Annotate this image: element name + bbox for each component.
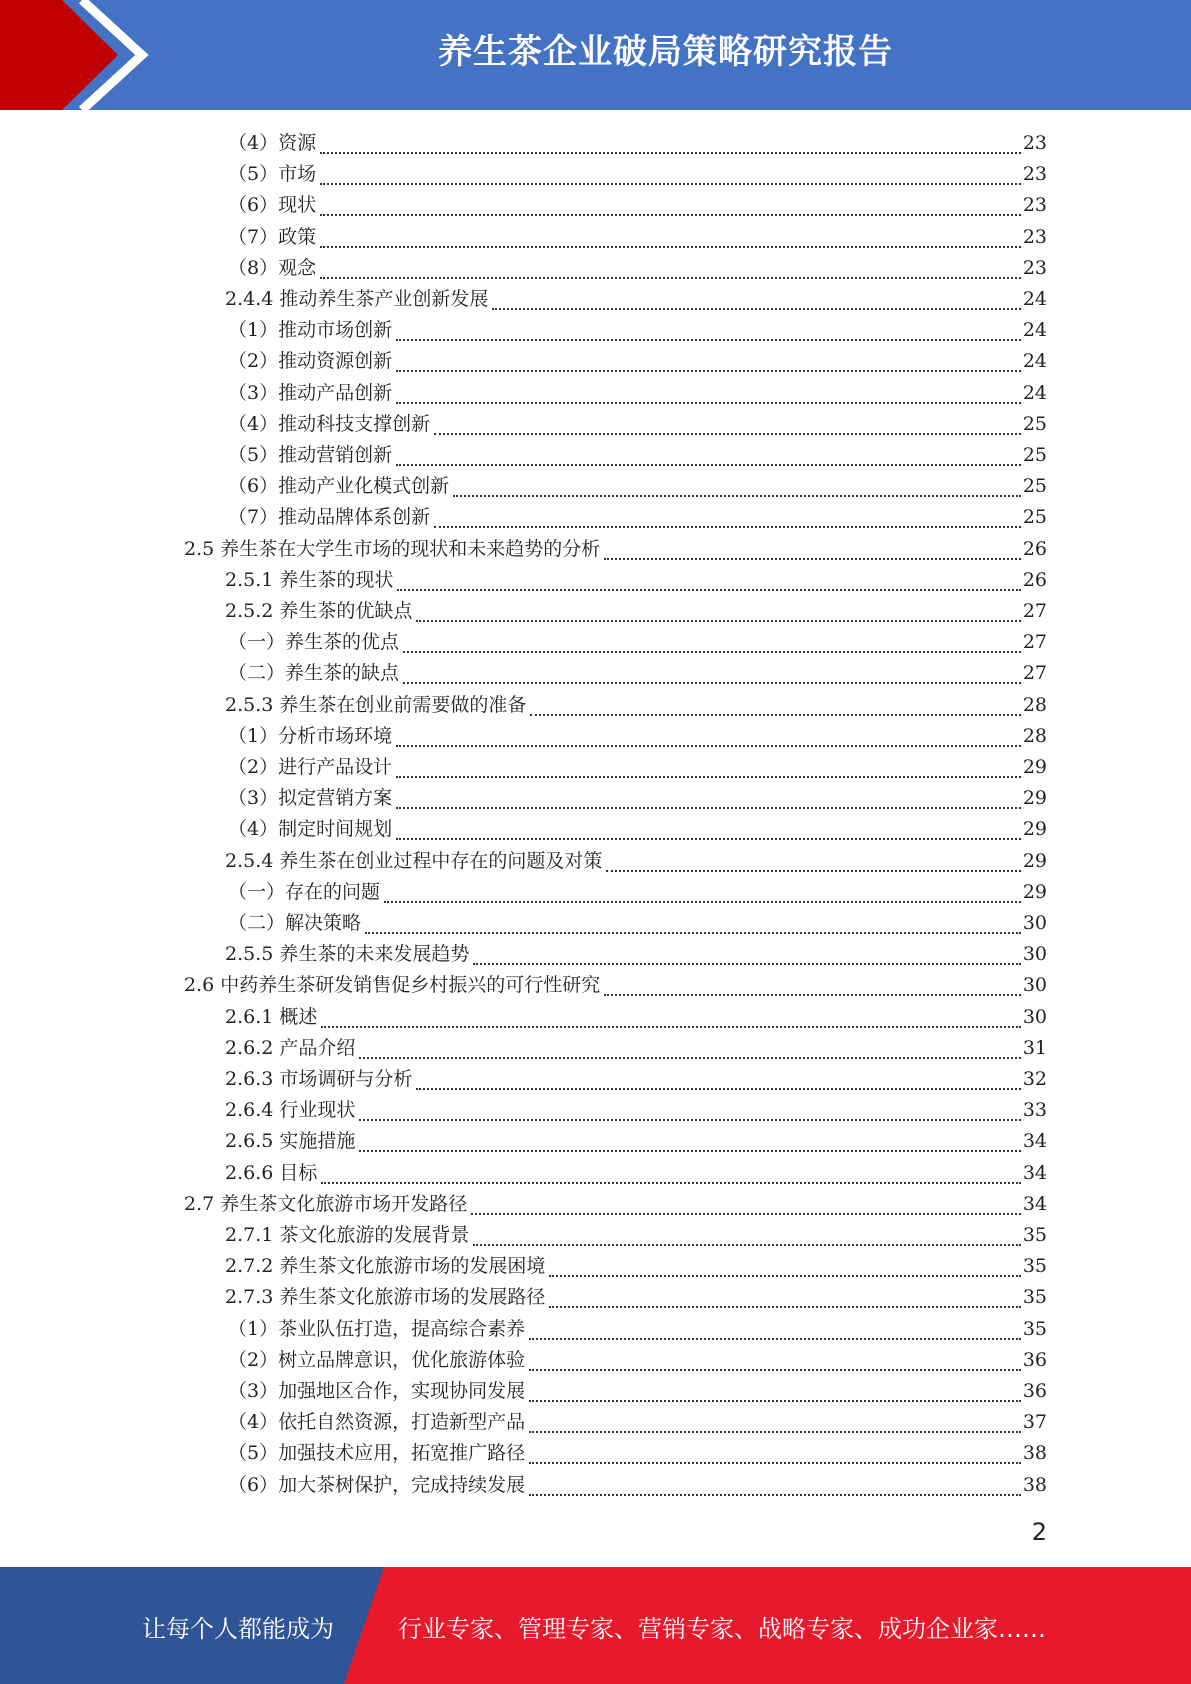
- toc-entry-page: 30: [1022, 943, 1047, 965]
- toc-entry-page: 25: [1022, 444, 1047, 466]
- toc-leader-dots: [473, 962, 1020, 965]
- toc-entry-title: （3）拟定营销方案: [228, 787, 393, 809]
- toc-entry[interactable]: [228, 1438, 1047, 1469]
- toc-entry-title: （2）进行产品设计: [228, 756, 393, 778]
- toc-entry-title: 2.5.4 养生茶在创业过程中存在的问题及对策: [225, 850, 603, 872]
- toc-leader-dots: [321, 1181, 1020, 1184]
- toc-entry-page: 23: [1022, 132, 1047, 154]
- toc-entry[interactable]: [228, 222, 1047, 253]
- toc-entry-title: （7）政策: [228, 226, 317, 248]
- toc-entry-page: 25: [1022, 413, 1047, 435]
- toc-leader-dots: [473, 1243, 1020, 1246]
- toc-entry-title: 2.6.5 实施措施: [225, 1130, 356, 1152]
- toc-entry[interactable]: [228, 627, 1047, 658]
- toc-entry-page: 37: [1022, 1411, 1047, 1433]
- toc-entry[interactable]: [225, 690, 1047, 721]
- toc-entry-title: （5）加强技术应用，拓宽推广路径: [228, 1442, 526, 1464]
- toc-leader-dots: [384, 900, 1021, 903]
- toc-entry-title: （3）推动产品创新: [228, 382, 393, 404]
- toc-entry-title: 2.5.1 养生茶的现状: [225, 569, 394, 591]
- toc-entry-page: 23: [1022, 194, 1047, 216]
- toc-entry-page: 32: [1022, 1068, 1047, 1090]
- toc-entry-page: 23: [1022, 257, 1047, 279]
- toc-entry-title: （2）树立品牌意识，优化旅游体验: [228, 1349, 526, 1371]
- toc-entry[interactable]: [225, 596, 1047, 627]
- toc-entry-page: 27: [1022, 600, 1047, 622]
- toc-leader-dots: [320, 213, 1021, 216]
- toc-leader-dots: [529, 1493, 1021, 1496]
- toc-entry[interactable]: [228, 409, 1047, 440]
- toc-leader-dots: [604, 993, 1021, 996]
- toc-leader-dots: [359, 1149, 1020, 1152]
- toc-leader-dots: [320, 182, 1021, 185]
- toc-entry-page: 28: [1022, 725, 1047, 747]
- toc-entry[interactable]: [228, 253, 1047, 284]
- toc-entry[interactable]: [228, 783, 1047, 814]
- toc-entry-title: （7）推动品牌体系创新: [228, 506, 431, 528]
- toc-entry[interactable]: [225, 939, 1047, 970]
- toc-entry[interactable]: [225, 1095, 1047, 1126]
- toc-entry[interactable]: [225, 1282, 1047, 1313]
- toc-leader-dots: [365, 931, 1021, 934]
- toc-leader-dots: [396, 775, 1021, 778]
- toc-entry-title: 2.7.1 茶文化旅游的发展背景: [225, 1224, 470, 1246]
- page-footer: [0, 1567, 1191, 1684]
- toc-entry[interactable]: [184, 970, 1047, 1001]
- toc-entry-page: 28: [1022, 694, 1047, 716]
- toc-entry[interactable]: [225, 1251, 1047, 1282]
- toc-entry-title: 2.7 养生茶文化旅游市场开发路径: [184, 1193, 468, 1215]
- footer-slogan-left: 让每个人都能成为: [142, 1615, 334, 1643]
- toc-entry-title: （1）推动市场创新: [228, 319, 393, 341]
- toc-leader-dots: [397, 588, 1020, 591]
- toc-entry[interactable]: [228, 877, 1047, 908]
- toc-entry[interactable]: [228, 1407, 1047, 1438]
- toc-entry-page: 36: [1022, 1380, 1047, 1402]
- toc-entry-title: （1）茶业队伍打造，提高综合素养: [228, 1318, 526, 1340]
- toc-entry[interactable]: [228, 658, 1047, 689]
- toc-entry[interactable]: [184, 1189, 1047, 1220]
- toc-entry-title: 2.5 养生茶在大学生市场的现状和未来趋势的分析: [184, 538, 601, 560]
- toc-entry-title: 2.7.2 养生茶文化旅游市场的发展困境: [225, 1255, 546, 1277]
- toc-entry-page: 34: [1022, 1162, 1047, 1184]
- toc-entry-title: 2.5.5 养生茶的未来发展趋势: [225, 943, 470, 965]
- toc-leader-dots: [321, 1025, 1020, 1028]
- toc-entry[interactable]: [228, 128, 1047, 159]
- toc-leader-dots: [416, 1087, 1020, 1090]
- toc-entry[interactable]: [225, 1220, 1047, 1251]
- toc-entry-page: 23: [1022, 226, 1047, 248]
- toc-leader-dots: [396, 401, 1021, 404]
- toc-leader-dots: [396, 463, 1021, 466]
- toc-entry-page: 29: [1022, 787, 1047, 809]
- toc-leader-dots: [606, 869, 1020, 872]
- toc-entry-page: 36: [1022, 1349, 1047, 1371]
- toc-leader-dots: [359, 1118, 1020, 1121]
- toc-leader-dots: [604, 557, 1021, 560]
- toc-leader-dots: [471, 1212, 1021, 1215]
- toc-entry-page: 35: [1022, 1255, 1047, 1277]
- toc-entry-page: 26: [1022, 569, 1047, 591]
- toc-entry-page: 30: [1022, 912, 1047, 934]
- toc-entry[interactable]: [225, 1126, 1047, 1157]
- toc-entry-page: 33: [1022, 1099, 1047, 1121]
- toc-leader-dots: [492, 307, 1020, 310]
- toc-entry-title: 2.4.4 推动养生茶产业创新发展: [225, 288, 489, 310]
- toc-entry-title: （2）推动资源创新: [228, 350, 393, 372]
- toc-entry-title: 2.6 中药养生茶研发销售促乡村振兴的可行性研究: [184, 974, 601, 996]
- toc-leader-dots: [529, 1337, 1021, 1340]
- toc-entry[interactable]: [228, 908, 1047, 939]
- toc-entry[interactable]: [225, 1002, 1047, 1033]
- toc-entry-title: （4）推动科技支撑创新: [228, 413, 431, 435]
- toc-leader-dots: [530, 713, 1020, 716]
- toc-entry-page: 29: [1022, 818, 1047, 840]
- toc-entry-page: 24: [1022, 350, 1047, 372]
- toc-entry-page: 38: [1022, 1442, 1047, 1464]
- toc-entry-title: （二）解决策略: [228, 912, 362, 934]
- toc-entry[interactable]: [228, 721, 1047, 752]
- toc-entry[interactable]: [225, 1064, 1047, 1095]
- toc-entry-title: 2.6.6 目标: [225, 1162, 318, 1184]
- toc-entry-page: 27: [1022, 662, 1047, 684]
- toc-entry[interactable]: [225, 1158, 1047, 1189]
- toc-entry-page: 35: [1022, 1318, 1047, 1340]
- toc-leader-dots: [529, 1399, 1021, 1402]
- toc-leader-dots: [434, 432, 1021, 435]
- toc-leader-dots: [320, 245, 1021, 248]
- toc-leader-dots: [529, 1368, 1021, 1371]
- toc-entry-page: 34: [1022, 1193, 1047, 1215]
- toc-entry-page: 27: [1022, 631, 1047, 653]
- toc-entry[interactable]: [228, 378, 1047, 409]
- toc-entry[interactable]: [228, 315, 1047, 346]
- toc-entry[interactable]: [225, 284, 1047, 315]
- toc-leader-dots: [396, 338, 1021, 341]
- toc-entry-title: 2.6.1 概述: [225, 1006, 318, 1028]
- toc-entry[interactable]: [228, 440, 1047, 471]
- toc-leader-dots: [396, 837, 1021, 840]
- toc-entry-title: 2.5.2 养生茶的优缺点: [225, 600, 413, 622]
- toc-leader-dots: [396, 744, 1021, 747]
- toc-entry-page: 31: [1022, 1037, 1047, 1059]
- toc-leader-dots: [529, 1430, 1021, 1433]
- toc-leader-dots: [359, 1056, 1020, 1059]
- toc-entry-title: （6）加大茶树保护，完成持续发展: [228, 1474, 526, 1496]
- toc-entry[interactable]: [225, 1033, 1047, 1064]
- toc-entry-page: 25: [1022, 475, 1047, 497]
- toc-entry-title: （一）养生茶的优点: [228, 631, 400, 653]
- toc-entry[interactable]: [228, 159, 1047, 190]
- toc-entry[interactable]: [225, 565, 1047, 596]
- toc-entry-title: （6）现状: [228, 194, 317, 216]
- toc-entry-title: （1）分析市场环境: [228, 725, 393, 747]
- toc-entry-title: （3）加强地区合作，实现协同发展: [228, 1380, 526, 1402]
- toc-leader-dots: [549, 1274, 1020, 1277]
- toc-leader-dots: [434, 525, 1021, 528]
- toc-leader-dots: [320, 151, 1021, 154]
- toc-leader-dots: [529, 1461, 1021, 1464]
- toc-entry-page: 24: [1022, 319, 1047, 341]
- toc-entry-title: （4）制定时间规划: [228, 818, 393, 840]
- toc-entry-page: 23: [1022, 163, 1047, 185]
- report-title: 养生茶企业破局策略研究报告: [438, 32, 893, 72]
- toc-entry-title: 2.6.3 市场调研与分析: [225, 1068, 413, 1090]
- toc-entry-title: （4）依托自然资源，打造新型产品: [228, 1411, 526, 1433]
- toc-entry-page: 24: [1022, 382, 1047, 404]
- toc-entry-title: （4）资源: [228, 132, 317, 154]
- toc-entry[interactable]: [228, 752, 1047, 783]
- toc-entry-title: 2.6.4 行业现状: [225, 1099, 356, 1121]
- toc-entry-title: （5）市场: [228, 163, 317, 185]
- toc-entry-title: （二）养生茶的缺点: [228, 662, 400, 684]
- toc-entry[interactable]: [228, 346, 1047, 377]
- page-header: [0, 0, 1191, 110]
- toc-leader-dots: [396, 806, 1021, 809]
- toc-entry-title: 2.6.2 产品介绍: [225, 1037, 356, 1059]
- toc-leader-dots: [396, 369, 1021, 372]
- toc-entry[interactable]: [184, 534, 1047, 565]
- header-arrow-decoration: [0, 0, 160, 110]
- toc-entry[interactable]: [228, 1345, 1047, 1376]
- toc-entry-page: 30: [1022, 1006, 1047, 1028]
- toc-entry-title: 2.5.3 养生茶在创业前需要做的准备: [225, 694, 527, 716]
- toc-entry-page: 29: [1022, 881, 1047, 903]
- page-number: 2: [1031, 1518, 1047, 1546]
- toc-leader-dots: [416, 619, 1020, 622]
- toc-entry-page: 30: [1022, 974, 1047, 996]
- toc-entry-page: 24: [1022, 288, 1047, 310]
- toc-entry-page: 35: [1022, 1224, 1047, 1246]
- toc-entry-title: （8）观念: [228, 257, 317, 279]
- toc-entry-page: 26: [1022, 538, 1047, 560]
- toc-leader-dots: [549, 1305, 1020, 1308]
- toc-entry[interactable]: [225, 846, 1047, 877]
- toc-entry[interactable]: [228, 1470, 1047, 1501]
- toc-entry-page: 29: [1022, 850, 1047, 872]
- toc-entry[interactable]: [228, 502, 1047, 533]
- toc-entry-title: （5）推动营销创新: [228, 444, 393, 466]
- toc-entry-title: （6）推动产业化模式创新: [228, 475, 450, 497]
- toc-leader-dots: [320, 276, 1021, 279]
- toc-leader-dots: [403, 650, 1021, 653]
- toc-entry-title: （一）存在的问题: [228, 881, 381, 903]
- toc-entry[interactable]: [228, 190, 1047, 221]
- toc-leader-dots: [403, 681, 1021, 684]
- toc-entry-page: 34: [1022, 1130, 1047, 1152]
- toc-entry[interactable]: [228, 1376, 1047, 1407]
- toc-entry-page: 25: [1022, 506, 1047, 528]
- toc-entry-page: 29: [1022, 756, 1047, 778]
- toc-entry[interactable]: [228, 1314, 1047, 1345]
- toc-entry[interactable]: [228, 814, 1047, 845]
- toc-entry-title: 2.7.3 养生茶文化旅游市场的发展路径: [225, 1286, 546, 1308]
- footer-slogan-right: 行业专家、管理专家、营销专家、战略专家、成功企业家……: [398, 1615, 1046, 1643]
- toc-entry-page: 35: [1022, 1286, 1047, 1308]
- toc-entry-page: 38: [1022, 1474, 1047, 1496]
- toc-leader-dots: [453, 494, 1021, 497]
- toc-entry[interactable]: [228, 471, 1047, 502]
